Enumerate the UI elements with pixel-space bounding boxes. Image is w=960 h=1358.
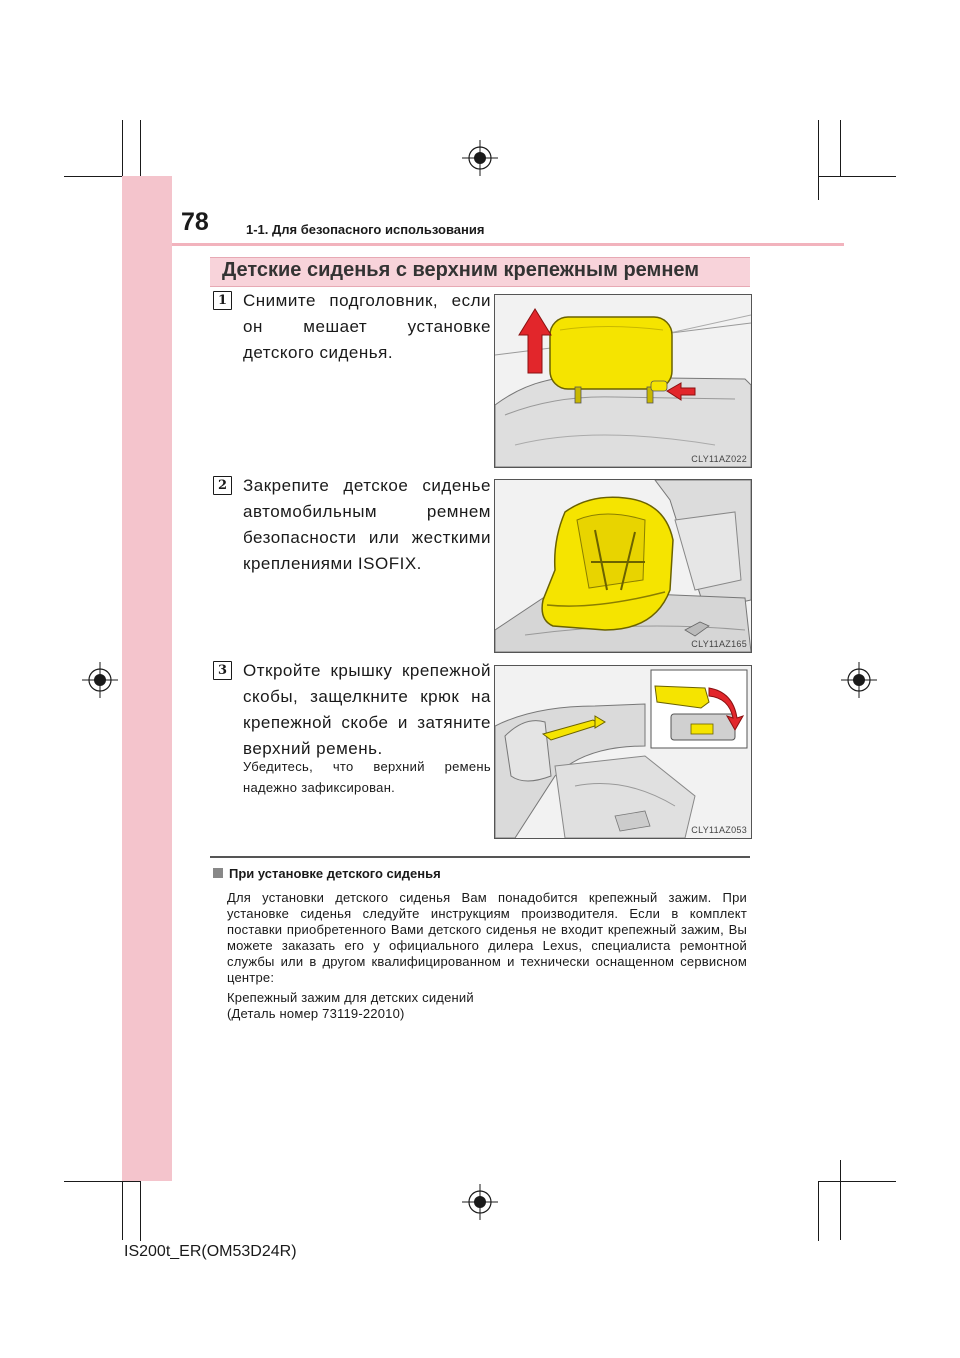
square-bullet-icon — [213, 868, 223, 878]
illustration-code: CLY11AZ165 — [691, 639, 747, 649]
info-heading — [213, 866, 441, 881]
info-heading-text: При установке детского сиденья — [229, 866, 441, 881]
crop-mark — [840, 120, 841, 176]
document-code: IS200t_ER(OM53D24R) — [124, 1243, 297, 1260]
crop-mark — [122, 120, 123, 176]
step-number-badge: 3 — [213, 661, 232, 680]
info-paragraph: Для установки детского сиденья Вам понадобится крепежный зажим. При установке сиденья следуйте инструкциям производителя. Если в комплект поставки приобретенного Вами детского сиденья не входит крепежный зажим, Вы можете заказать его у официального дилера Lexus, специалиста ремонтной службы или в другом квалифицированном и технически оснащенном сервисном центре: — [227, 890, 747, 985]
crop-mark — [140, 1181, 141, 1241]
step-number-badge: 1 — [213, 291, 232, 310]
part-number: (Деталь номер 73119-22010) — [227, 1006, 405, 1021]
crop-mark — [818, 120, 819, 200]
crop-mark — [818, 176, 896, 177]
child-seat-illustration — [495, 480, 751, 652]
registration-mark-icon — [82, 662, 118, 698]
step-note: Убедитесь, что верхний ремень надежно зафиксирован. — [243, 759, 491, 795]
crop-mark — [818, 1181, 896, 1182]
registration-mark-icon — [462, 140, 498, 176]
step-illustration — [494, 665, 752, 839]
page-number: 78 — [181, 208, 209, 236]
chapter-side-strip — [122, 176, 172, 1181]
step-illustration — [494, 479, 752, 653]
step-number-badge: 2 — [213, 476, 232, 495]
step-illustration — [494, 294, 752, 468]
step-text: Снимите подголовник, если он мешает установке детского сиденья. — [243, 291, 491, 362]
section-divider — [210, 856, 750, 858]
crop-mark — [64, 1181, 140, 1182]
headrest-removal-illustration — [495, 295, 751, 467]
illustration-code: CLY11AZ022 — [691, 454, 747, 464]
registration-mark-icon — [841, 662, 877, 698]
crop-mark — [840, 1160, 841, 1240]
tether-anchor-illustration — [495, 666, 751, 838]
section-title: Детские сиденья с верхним крепежным ремнем — [222, 259, 700, 281]
step-text: Откройте крышку крепежной скобы, защелкните крюк на крепежной скобе и затяните верхний ремень. — [243, 661, 491, 758]
illustration-code: CLY11AZ053 — [691, 825, 747, 835]
part-name: Крепежный зажим для детских сидений — [227, 990, 474, 1005]
registration-mark-icon — [462, 1184, 498, 1220]
step-text: Закрепите детское сиденье автомобильным ремнем безопасности или жесткими креплениями ISOFIX. — [243, 476, 491, 573]
crop-mark — [818, 1181, 819, 1241]
chapter-title: 1-1. Для безопасного использования — [246, 222, 485, 237]
header-rule — [172, 243, 844, 246]
